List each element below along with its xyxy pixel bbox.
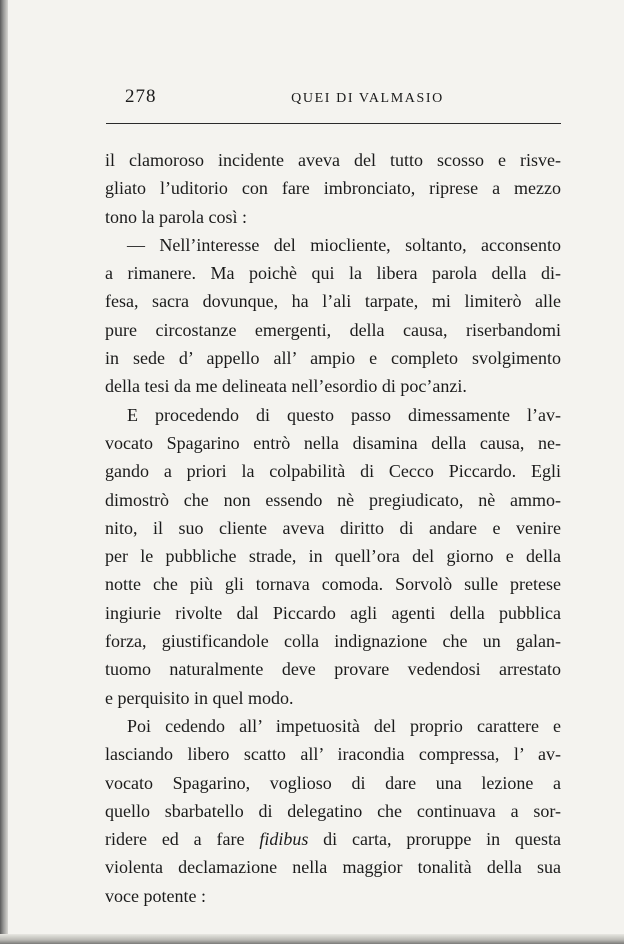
- text-line: — Nell’interesse del miocliente, soltanto, acconsento: [127, 234, 561, 255]
- text-line: vocato Spagarino entrò nella disamina della causa, ne-: [105, 432, 561, 453]
- text-line: a rimanere. Ma poichè qui la libera parola della di-: [105, 263, 561, 284]
- text-line: quello sbarbatello di delegatino che continuava a sor-: [105, 800, 561, 821]
- text-line: dimostrò che non essendo nè pregiudicato, nè ammo-: [105, 489, 561, 510]
- body-text: [105, 146, 561, 910]
- italic-word: fidibus: [259, 829, 309, 850]
- text-line: voce potente :: [105, 885, 206, 906]
- text-line: [105, 825, 561, 853]
- text-line: nito, il suo cliente aveva diritto di andare e venire: [105, 517, 561, 538]
- text-line: fesa, sacra dovunque, ha l’ali tarpate, mi limiterò alle: [105, 291, 561, 312]
- text-line: pure circostanze emergenti, della causa, riserbandomi: [105, 319, 561, 340]
- text-line: tuomo naturalmente deve provare vedendosi arrestato: [105, 659, 561, 680]
- text-line: lasciando libero scatto all’ iracondia compressa, l’ av-: [105, 744, 561, 765]
- text-segment: ridere ed a fare: [105, 829, 260, 850]
- text-line: il clamoroso incidente aveva del tutto scosso e risve-: [105, 150, 561, 170]
- text-line: Poi cedendo all’ impetuosità del proprio carattere e: [127, 715, 561, 736]
- text-line: E procedendo di questo passo dimessamente l’av-: [127, 404, 561, 425]
- text-line: ingiurie rivolte dal Piccardo agli agenti della pubblica: [105, 602, 561, 623]
- page-number: 278: [125, 86, 157, 107]
- text-line: in sede d’ appello all’ ampio e completo svolgimento: [105, 348, 561, 369]
- text-line: gliato l’uditorio con fare imbronciato, riprese a mezzo: [105, 178, 561, 199]
- text-line: forza, giustificandole colla indignazione che un galan-: [105, 631, 561, 652]
- text-line: gando a priori la colpabilità di Cecco Piccardo. Egli: [105, 461, 561, 482]
- page-header: [105, 86, 560, 116]
- text-line: per le pubbliche strade, in quell’ora del giorno e della: [105, 546, 561, 567]
- text-line: violenta declamazione nella maggior tonalità della sua: [105, 857, 561, 878]
- scan-edge-left: [0, 0, 8, 944]
- header-rule: [106, 123, 561, 124]
- text-segment: di carta, proruppe in questa: [308, 829, 561, 850]
- text-line: e perquisito in quel modo.: [105, 687, 294, 708]
- text-line: tono la parola così :: [105, 206, 247, 227]
- text-line: vocato Spagarino, voglioso di dare una lezione a: [105, 772, 561, 793]
- text-line: della tesi da me delineata nell’esordio di poc’anzi.: [105, 376, 467, 397]
- scan-edge-bottom: [0, 934, 624, 944]
- text-line: notte che più gli tornava comoda. Sorvolò sulle pretese: [105, 574, 561, 595]
- running-title: QUEI DI VALMASIO: [291, 91, 444, 106]
